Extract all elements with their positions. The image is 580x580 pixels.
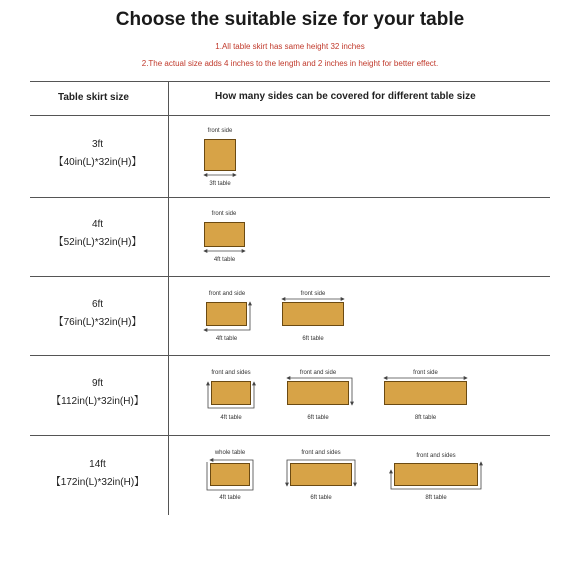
coverage-label: front side: [300, 291, 326, 297]
coverage-label: front side: [207, 128, 233, 134]
front-and-sides-arrow: [208, 382, 254, 408]
table-size-label: 8ft table: [425, 495, 447, 501]
table-size-label: 6ft table: [307, 415, 329, 421]
front-and-sides-arrow: [287, 460, 355, 486]
size-dims: 【172in(L)*32in(H)】: [50, 477, 145, 488]
size-dims: 【76in(L)*32in(H)】: [53, 317, 142, 328]
table-size-label: 3ft table: [209, 181, 231, 187]
front-and-side-arrow: [204, 302, 250, 330]
size-name: 14ft: [89, 459, 106, 470]
size-name: 9ft: [91, 378, 104, 389]
table-size-label: 4ft table: [213, 257, 236, 263]
size-name: 6ft: [91, 299, 104, 310]
table-size-label: 8ft table: [414, 415, 437, 421]
coverage-label: front and sides: [211, 370, 251, 376]
coverage-label: front and side: [299, 370, 337, 376]
front-and-sides-arrow: [391, 462, 481, 489]
size-name: 3ft: [91, 139, 104, 150]
coverage-label: front and sides: [416, 453, 456, 459]
note-actual-size: 2.The actual size adds 4 inches to the length and 2 inches in height for better effect.: [141, 59, 439, 68]
size-dims: 【52in(L)*32in(H)】: [53, 237, 142, 248]
whole-table-arrow: [207, 460, 253, 490]
size-dims: 【40in(L)*32in(H)】: [53, 157, 142, 168]
coverage-label: front and side: [208, 291, 246, 297]
table-size-label: 6ft table: [302, 336, 324, 342]
table-size-label: 6ft table: [310, 495, 332, 501]
size-dims: 【112in(L)*32in(H)】: [51, 396, 144, 407]
coverage-label: front side: [413, 370, 438, 376]
size-name: 4ft: [91, 219, 104, 230]
column-header-coverage: How many sides can be covered for different table size: [215, 91, 476, 102]
page-title: Choose the suitable size for your table: [115, 9, 465, 30]
note-height: 1.All table skirt has same height 32 inches: [215, 42, 365, 51]
column-header-size: Table skirt size: [58, 92, 129, 103]
table-size-label: 4ft table: [220, 415, 242, 421]
front-and-side-arrow: [287, 378, 352, 405]
coverage-label: whole table: [214, 450, 246, 456]
table-size-label: 4ft table: [219, 495, 241, 501]
coverage-label: front and sides: [301, 450, 341, 456]
coverage-label: front side: [211, 211, 237, 217]
table-size-label: 4ft table: [215, 336, 238, 342]
